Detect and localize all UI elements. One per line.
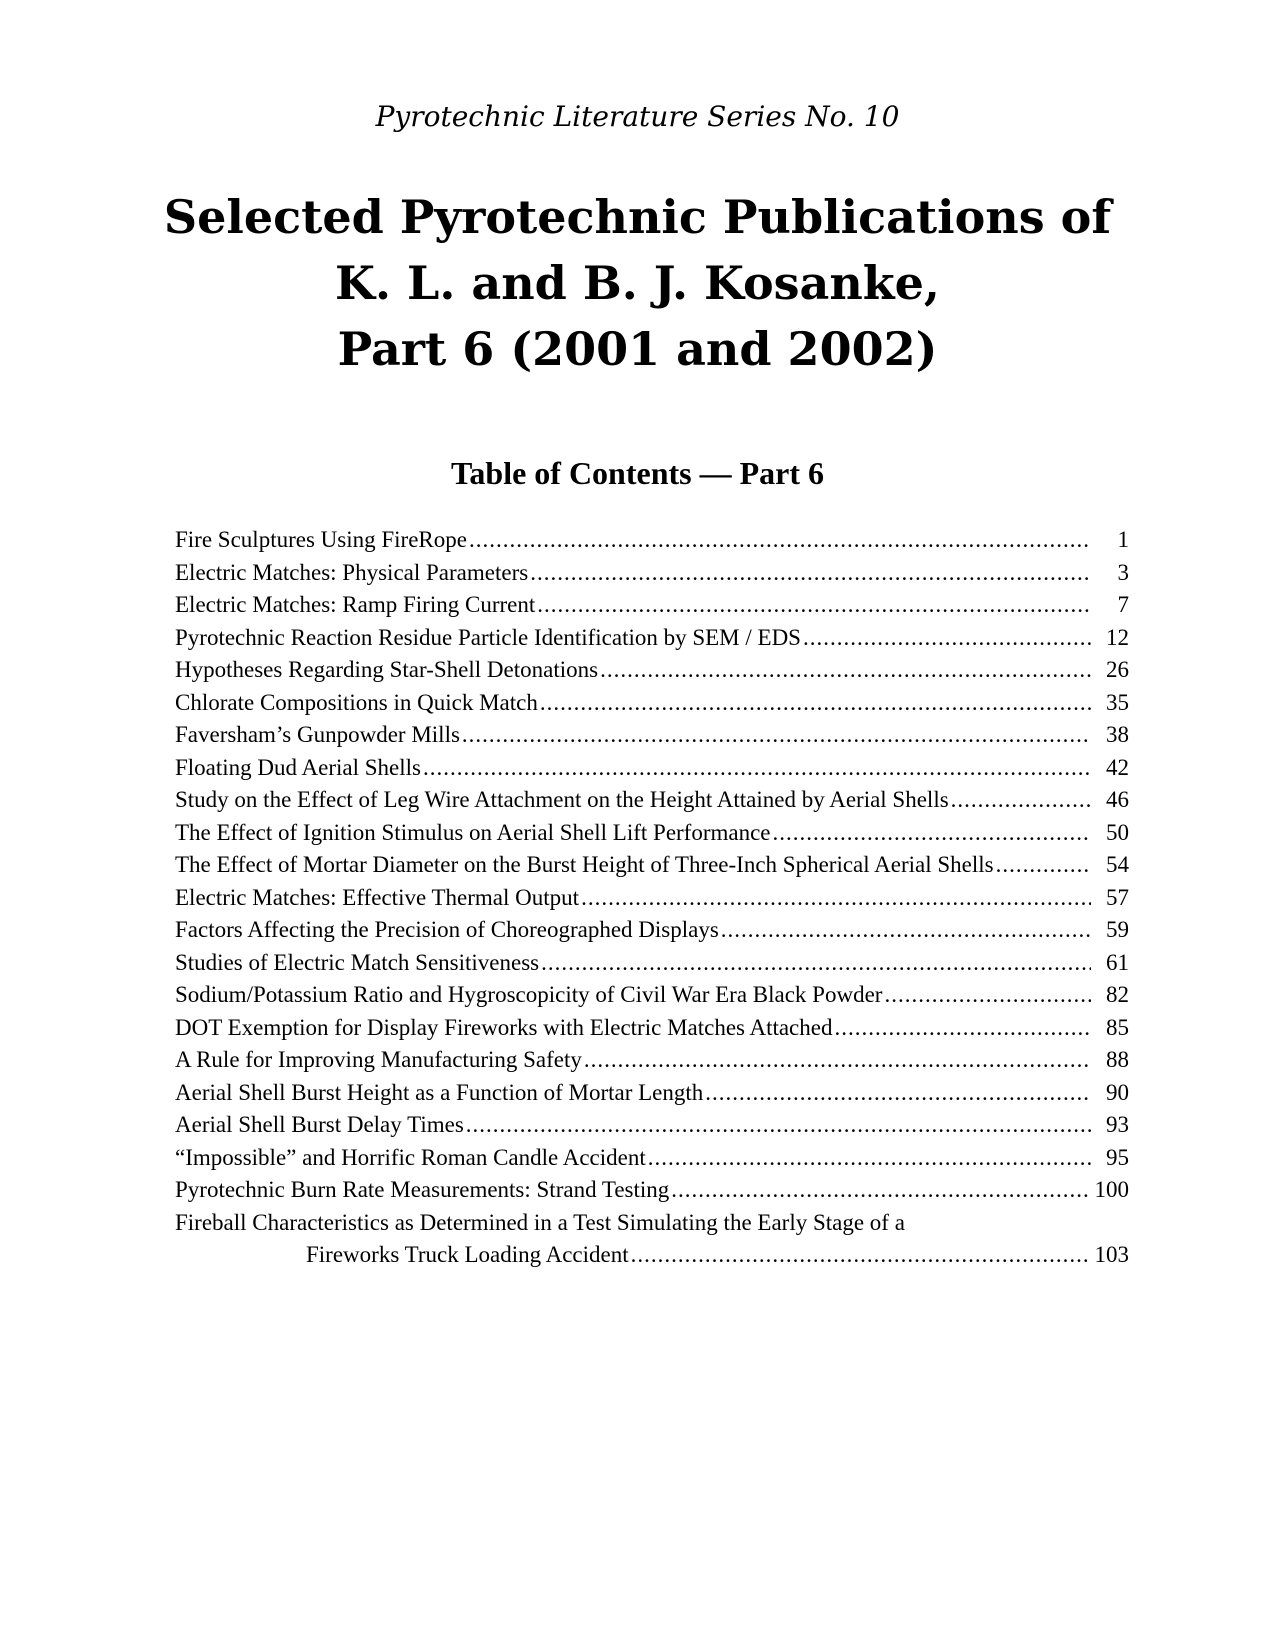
toc-entry[interactable]: [175, 979, 1129, 1012]
dot-leader: [996, 849, 1091, 882]
table-of-contents: [175, 524, 1129, 1272]
toc-entry-title: The Effect of Ignition Stimulus on Aerial Shell Lift Performance: [175, 819, 771, 845]
toc-entry[interactable]: [175, 849, 1129, 882]
toc-entry[interactable]: [175, 1012, 1129, 1045]
dot-leader: [884, 979, 1091, 1012]
toc-entry[interactable]: [175, 914, 1129, 947]
toc-entry-title: Sodium/Potassium Ratio and Hygroscopicity of Civil War Era Black Powder: [175, 982, 883, 1007]
series-label: Pyrotechnic Literature Series No. 10: [375, 100, 900, 133]
toc-entry-title: Electric Matches: Physical Parameters: [175, 559, 529, 585]
book-title-line-2: K. L. and B. J. Kosanke,: [335, 256, 940, 310]
toc-entry[interactable]: [175, 1077, 1129, 1110]
toc-entry-page: 100: [1094, 1177, 1129, 1202]
toc-heading: Table of Contents — Part 6: [450, 455, 825, 491]
toc-entry-title: “Impossible” and Horrific Roman Candle Accident: [175, 1144, 646, 1170]
toc-entry-title: Faversham’s Gunpowder Mills: [175, 722, 460, 747]
toc-entry[interactable]: [175, 524, 1129, 557]
toc-entry-page: 50: [1106, 819, 1129, 845]
toc-entry-page: 82: [1106, 982, 1129, 1007]
toc-entry[interactable]: [175, 1109, 1129, 1142]
toc-entry[interactable]: [175, 784, 1129, 817]
toc-entry-page: 35: [1106, 689, 1129, 715]
toc-entry[interactable]: [175, 589, 1129, 622]
dot-leader: [469, 524, 1091, 557]
toc-entry-page: 93: [1106, 1112, 1129, 1137]
toc-entry-title: Floating Dud Aerial Shells: [175, 754, 421, 780]
toc-entry[interactable]: [175, 654, 1129, 687]
toc-entry-title: Hypotheses Regarding Star-Shell Detonations: [175, 657, 599, 682]
book-title-line-1: Selected Pyrotechnic Publications of: [163, 190, 1112, 244]
toc-entry-title: Study on the Effect of Leg Wire Attachment on the Height Attained by Aerial Shells: [175, 787, 949, 812]
toc-entry-title-continued: Fireworks Truck Loading Accident: [306, 1242, 629, 1267]
toc-entry[interactable]: [175, 557, 1129, 590]
dot-leader: [530, 557, 1091, 590]
dot-leader: [537, 589, 1091, 622]
toc-entry-title: Chlorate Compositions in Quick Match: [175, 689, 538, 715]
toc-entry-page: 95: [1106, 1144, 1129, 1170]
toc-entry-title: Electric Matches: Ramp Firing Current: [175, 592, 536, 617]
toc-entry[interactable]: [175, 1174, 1129, 1207]
toc-entry-title: Fireball Characteristics as Determined in a Test Simulating the Early Stage of a: [175, 1209, 905, 1235]
toc-entry-page: 3: [1117, 559, 1129, 585]
dot-leader: [803, 622, 1091, 655]
toc-entry-title: Aerial Shell Burst Height as a Function of Mortar Length: [175, 1079, 704, 1105]
toc-entry-page: 57: [1106, 884, 1129, 910]
dot-leader: [540, 687, 1091, 720]
toc-entry[interactable]: [175, 882, 1129, 915]
toc-entry-page: 90: [1106, 1079, 1129, 1105]
book-title: [0, 184, 1275, 382]
toc-entry-page: 85: [1106, 1014, 1129, 1040]
toc-entry-page: 88: [1106, 1047, 1129, 1072]
toc-entry[interactable]: [175, 817, 1129, 850]
toc-entry-title: Pyrotechnic Burn Rate Measurements: Strand Testing: [175, 1177, 670, 1202]
toc-entry[interactable]: [175, 1142, 1129, 1175]
dot-leader: [721, 914, 1091, 947]
toc-entry[interactable]: [175, 1207, 1129, 1272]
toc-entry-title: Aerial Shell Burst Delay Times: [175, 1112, 464, 1137]
dot-leader: [951, 784, 1091, 817]
toc-entry-title: Electric Matches: Effective Thermal Output: [175, 884, 580, 910]
dot-leader: [541, 947, 1091, 980]
toc-entry-page: 103: [1094, 1242, 1129, 1267]
toc-entry-page: 12: [1106, 624, 1129, 650]
dot-leader: [600, 654, 1091, 687]
toc-entry-page: 59: [1106, 917, 1129, 942]
toc-entry-page: 42: [1106, 754, 1129, 780]
toc-entry[interactable]: [175, 687, 1129, 720]
toc-entry-page: 7: [1117, 592, 1129, 617]
toc-entry-title: The Effect of Mortar Diameter on the Burst Height of Three-Inch Spherical Aerial Shells: [175, 852, 994, 877]
toc-entry-page: 61: [1106, 949, 1129, 975]
toc-entry-page: 38: [1106, 722, 1129, 747]
book-title-line-3: Part 6 (2001 and 2002): [337, 322, 938, 376]
toc-entry[interactable]: [175, 719, 1129, 752]
toc-entry[interactable]: [175, 622, 1129, 655]
toc-entry-title: Factors Affecting the Precision of Choreographed Displays: [175, 917, 719, 942]
toc-entry-title: A Rule for Improving Manufacturing Safety: [175, 1047, 582, 1072]
toc-entry-title: Pyrotechnic Reaction Residue Particle Identification by SEM / EDS: [175, 624, 801, 650]
dot-leader: [705, 1077, 1091, 1110]
toc-entry[interactable]: [175, 1044, 1129, 1077]
toc-entry[interactable]: [175, 752, 1129, 785]
toc-entry-title: DOT Exemption for Display Fireworks with Electric Matches Attached: [175, 1014, 833, 1040]
dot-leader: [648, 1142, 1091, 1175]
dot-leader: [671, 1174, 1090, 1207]
toc-entry-page: 1: [1117, 527, 1129, 552]
toc-entry-page: 26: [1106, 657, 1129, 682]
dot-leader: [631, 1239, 1091, 1272]
toc-entry-page: 46: [1106, 787, 1129, 812]
dot-leader: [581, 882, 1091, 915]
toc-entry-title: Studies of Electric Match Sensitiveness: [175, 949, 540, 975]
toc-entry-page: 54: [1106, 852, 1129, 877]
dot-leader: [773, 817, 1091, 850]
toc-entry[interactable]: [175, 947, 1129, 980]
dot-leader: [584, 1044, 1091, 1077]
dot-leader: [423, 752, 1091, 785]
dot-leader: [462, 719, 1091, 752]
dot-leader: [834, 1012, 1091, 1045]
dot-leader: [466, 1109, 1091, 1142]
toc-entry-title: Fire Sculptures Using FireRope: [175, 527, 467, 552]
